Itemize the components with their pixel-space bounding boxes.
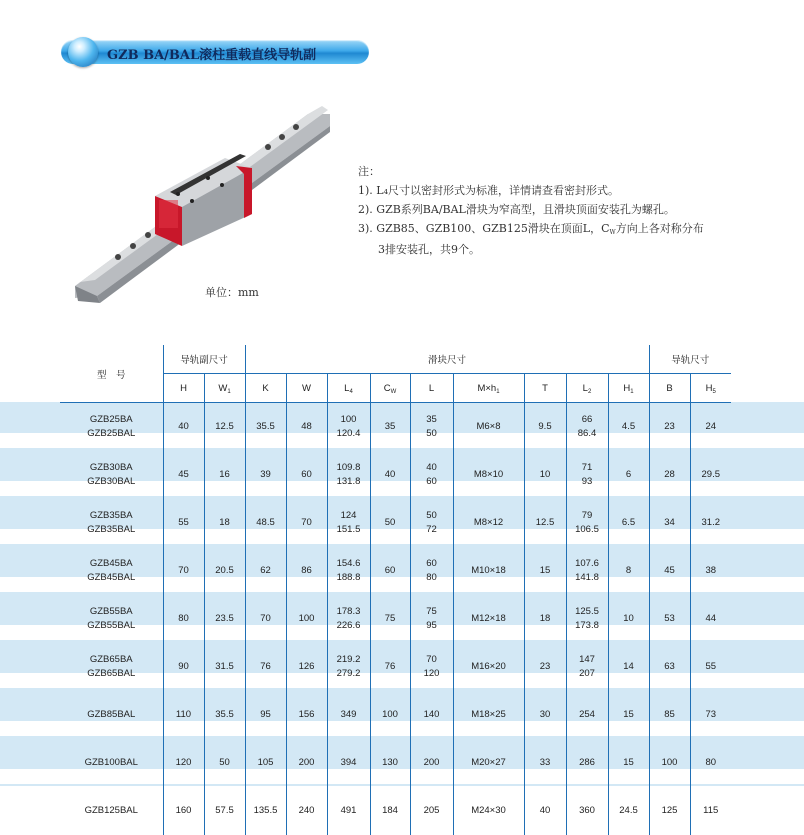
cell-l4-line: 394 (340, 757, 357, 768)
note-item-subscript: W (609, 229, 616, 236)
group-header-rail: 导轨尺寸 (649, 345, 731, 374)
cell-model-line: GZB100BAL (84, 757, 138, 768)
globe-bullet-icon (68, 37, 98, 67)
cell-l-line: 35 (426, 414, 437, 425)
cell-h: 90 (163, 643, 204, 691)
col-header-B: B (649, 374, 690, 403)
cell-model-line: GZB45BA (89, 558, 133, 569)
cell-l (410, 451, 453, 499)
cell-h1: 6 (608, 451, 649, 499)
cell-l2-line: 66 (581, 414, 593, 425)
cell-l2-line: 207 (579, 668, 595, 679)
cell-l2-line: 360 (579, 805, 595, 816)
cell-model-line: GZB35BA (89, 510, 133, 521)
col-header-W: W (286, 374, 327, 403)
cell-model (60, 739, 163, 787)
cell-mxh: M18×25 (453, 691, 524, 739)
table-row (60, 595, 731, 643)
cell-b: 23 (649, 403, 690, 452)
cell-k: 39 (245, 451, 286, 499)
cell-model-line: GZB35BAL (87, 524, 136, 535)
cell-l2-line: 147 (579, 654, 595, 665)
cell-t: 33 (524, 739, 566, 787)
col-header-K: K (245, 374, 286, 403)
cell-h5: 24 (690, 403, 731, 452)
cell-w: 126 (286, 643, 327, 691)
note-item-tail: 方向上各对称分布 (615, 222, 704, 235)
col-header-H1: $H_1$ (608, 374, 649, 403)
cell-model (60, 691, 163, 739)
cell-h1: 4.5 (608, 403, 649, 452)
cell-l4-line: 131.8 (336, 476, 361, 487)
cell-b: 63 (649, 643, 690, 691)
table-row (60, 691, 731, 739)
cell-mxh: M16×20 (453, 643, 524, 691)
cell-cw: 35 (370, 403, 410, 452)
cell-mxh: M8×12 (453, 499, 524, 547)
cell-l4 (327, 787, 370, 835)
cell-l4 (327, 643, 370, 691)
table-row (60, 643, 731, 691)
cell-w1: 50 (204, 739, 245, 787)
cell-cw: 50 (370, 499, 410, 547)
cell-t: 23 (524, 643, 566, 691)
cell-model-line: GZB55BAL (87, 620, 136, 631)
spec-table (60, 345, 731, 835)
note-item: 1). L₄尺寸以密封形式为标准，详情请查看密封形式。 (358, 184, 619, 197)
cell-mxh: M24×30 (453, 787, 524, 835)
cell-cw: 60 (370, 547, 410, 595)
cell-model (60, 499, 163, 547)
table-row (60, 739, 731, 787)
table-row (60, 403, 731, 452)
cell-l2-line: 173.8 (575, 620, 599, 631)
cell-l4-line: 124 (340, 510, 357, 521)
cell-h1: 8 (608, 547, 649, 595)
cell-w: 86 (286, 547, 327, 595)
col-header-T: T (524, 374, 566, 403)
cell-t: 9.5 (524, 403, 566, 452)
col-header-L: L (410, 374, 453, 403)
col-header-L4: $L_4$ (327, 374, 370, 403)
cell-model-line: GZB65BAL (87, 668, 136, 679)
cell-w1: 20.5 (204, 547, 245, 595)
cell-h: 55 (163, 499, 204, 547)
cell-cw: 76 (370, 643, 410, 691)
note-item: 2). GZB系列BA/BAL滑块为窄高型，且滑块顶面安装孔为螺孔。 (358, 203, 675, 216)
cell-l-line: 70 (426, 654, 437, 665)
cell-l2-line: 254 (579, 709, 595, 720)
cell-l2 (566, 787, 608, 835)
cell-k: 35.5 (245, 403, 286, 452)
cell-h: 160 (163, 787, 204, 835)
cell-model-line: GZB85BAL (87, 709, 136, 720)
cell-k: 105 (245, 739, 286, 787)
cell-t: 40 (524, 787, 566, 835)
cell-w1: 23.5 (204, 595, 245, 643)
cell-cw: 75 (370, 595, 410, 643)
cell-l4 (327, 403, 370, 452)
col-header-W1: $W_1$ (204, 374, 245, 403)
cell-l (410, 499, 453, 547)
cell-cw: 100 (370, 691, 410, 739)
cell-l2 (566, 595, 608, 643)
cell-l2-line: 86.4 (577, 428, 597, 439)
cell-t: 12.5 (524, 499, 566, 547)
cell-l-line: 120 (423, 668, 440, 679)
cell-h5: 55 (690, 643, 731, 691)
cell-w1: 12.5 (204, 403, 245, 452)
cell-l2 (566, 691, 608, 739)
cell-mxh: M20×27 (453, 739, 524, 787)
cell-h1: 10 (608, 595, 649, 643)
cell-cw: 184 (370, 787, 410, 835)
cell-l4-line: 178.3 (336, 606, 361, 617)
cell-w1: 16 (204, 451, 245, 499)
cell-k: 135.5 (245, 787, 286, 835)
cell-w: 240 (286, 787, 327, 835)
table-row (60, 499, 731, 547)
cell-l4-line: 120.4 (336, 428, 361, 439)
cell-cw: 130 (370, 739, 410, 787)
cell-l4 (327, 451, 370, 499)
cell-mxh: M12×18 (453, 595, 524, 643)
notes-block (358, 162, 704, 259)
cell-l-line: 75 (426, 606, 437, 617)
col-header-Cw: $C_W$ (370, 374, 410, 403)
cell-k: 76 (245, 643, 286, 691)
cell-model (60, 787, 163, 835)
cell-cw: 40 (370, 451, 410, 499)
cell-h5: 44 (690, 595, 731, 643)
cell-mxh: M8×10 (453, 451, 524, 499)
cell-l-line: 95 (426, 620, 437, 631)
cell-l-line: 50 (426, 510, 437, 521)
cell-l2 (566, 499, 608, 547)
cell-model-line: GZB25BAL (87, 428, 136, 439)
cell-l4-line: 151.5 (336, 524, 361, 535)
cell-model (60, 643, 163, 691)
cell-h5: 73 (690, 691, 731, 739)
cell-h1: 24.5 (608, 787, 649, 835)
cell-l2-line: 286 (579, 757, 595, 768)
cell-l2-line: 107.6 (575, 558, 599, 569)
cell-h5: 80 (690, 739, 731, 787)
cell-l-line: 80 (426, 572, 437, 583)
note-item-text: 3). GZB85、GZB100、GZB125滑块在顶面L，C (358, 222, 610, 235)
cell-w: 60 (286, 451, 327, 499)
cell-b: 85 (649, 691, 690, 739)
cell-model-line: GZB45BAL (87, 572, 136, 583)
table-row (60, 547, 731, 595)
cell-model-line: GZB30BAL (87, 476, 136, 487)
cell-l-line: 205 (423, 805, 440, 816)
cell-l2-line: 141.8 (575, 572, 599, 583)
cell-l2-line: 125.5 (575, 606, 599, 617)
cell-l4-line: 188.8 (336, 572, 361, 583)
cell-k: 48.5 (245, 499, 286, 547)
section-title: GZB BA/BAL滚柱重载直线导轨副 (107, 48, 317, 63)
cell-mxh: M6×8 (453, 403, 524, 452)
cell-h1: 15 (608, 739, 649, 787)
cell-h5: 29.5 (690, 451, 731, 499)
cell-l (410, 691, 453, 739)
cell-l2 (566, 451, 608, 499)
unit-label: 单位：mm (205, 286, 259, 299)
cell-w: 70 (286, 499, 327, 547)
cell-h5: 38 (690, 547, 731, 595)
cell-model (60, 547, 163, 595)
cell-l4 (327, 739, 370, 787)
cell-model-line: GZB125BAL (84, 805, 138, 816)
cell-h1: 6.5 (608, 499, 649, 547)
cell-model-line: GZB30BA (89, 462, 133, 473)
cell-model-line: GZB25BA (89, 414, 133, 425)
col-header-H: H (163, 374, 204, 403)
cell-k: 62 (245, 547, 286, 595)
cell-l (410, 787, 453, 835)
cell-h: 110 (163, 691, 204, 739)
cell-l2-line: 106.5 (575, 524, 599, 535)
cell-h: 70 (163, 547, 204, 595)
cell-w: 200 (286, 739, 327, 787)
cell-w1: 57.5 (204, 787, 245, 835)
note-item: 3排安装孔，共9个。 (378, 243, 480, 256)
cell-w1: 18 (204, 499, 245, 547)
cell-model (60, 595, 163, 643)
cell-l (410, 595, 453, 643)
cell-l4-line: 226.6 (336, 620, 361, 631)
cell-l-line: 72 (426, 524, 437, 535)
table-row (60, 451, 731, 499)
cell-l-line: 60 (426, 476, 437, 487)
cell-t: 30 (524, 691, 566, 739)
cell-l-line: 40 (426, 462, 437, 473)
cell-l4 (327, 547, 370, 595)
cell-b: 45 (649, 547, 690, 595)
cell-l2 (566, 403, 608, 452)
col-header-Mxh: $M\times h_1$ (453, 374, 524, 403)
note-item (358, 219, 704, 240)
cell-mxh: M10×18 (453, 547, 524, 595)
notes-heading: 注： (358, 165, 380, 178)
cell-k: 70 (245, 595, 286, 643)
cell-b: 34 (649, 499, 690, 547)
cell-model (60, 403, 163, 452)
cell-w: 48 (286, 403, 327, 452)
cell-b: 28 (649, 451, 690, 499)
cell-h5: 115 (690, 787, 731, 835)
cell-t: 18 (524, 595, 566, 643)
cell-w: 100 (286, 595, 327, 643)
cell-l-line: 50 (426, 428, 437, 439)
cell-b: 100 (649, 739, 690, 787)
table-row (60, 787, 731, 835)
cell-b: 125 (649, 787, 690, 835)
cell-h: 45 (163, 451, 204, 499)
cell-l4 (327, 691, 370, 739)
group-header-rail-pair: 导轨副尺寸 (163, 345, 245, 374)
cell-h: 40 (163, 403, 204, 452)
cell-l4-line: 154.6 (336, 558, 361, 569)
cell-model (60, 451, 163, 499)
cell-h1: 14 (608, 643, 649, 691)
cell-l-line: 60 (426, 558, 437, 569)
cell-l-line: 200 (423, 757, 440, 768)
cell-l2-line: 93 (581, 476, 593, 487)
cell-l2 (566, 643, 608, 691)
cell-l (410, 547, 453, 595)
cell-l4-line: 491 (340, 805, 357, 816)
group-header-block: 滑块尺寸 (245, 345, 649, 374)
cell-t: 10 (524, 451, 566, 499)
cell-l (410, 643, 453, 691)
cell-k: 95 (245, 691, 286, 739)
cell-l4-line: 279.2 (336, 668, 361, 679)
cell-h: 80 (163, 595, 204, 643)
cell-l4-line: 349 (340, 709, 357, 720)
cell-l2-line: 79 (581, 510, 593, 521)
cell-l4-line: 100 (340, 414, 357, 425)
cell-l4-line: 219.2 (336, 654, 361, 665)
cell-l-line: 140 (423, 709, 440, 720)
cell-l2 (566, 547, 608, 595)
model-header: 型 号 (60, 345, 163, 403)
cell-h5: 31.2 (690, 499, 731, 547)
cell-t: 15 (524, 547, 566, 595)
col-header-H5: $H_5$ (690, 374, 731, 403)
cell-l4-line: 109.8 (336, 462, 361, 473)
cell-l4 (327, 595, 370, 643)
cell-w1: 35.5 (204, 691, 245, 739)
cell-model-line: GZB55BA (89, 606, 133, 617)
cell-l (410, 739, 453, 787)
cell-h1: 15 (608, 691, 649, 739)
cell-l (410, 403, 453, 452)
cell-b: 53 (649, 595, 690, 643)
cell-l2-line: 71 (581, 462, 593, 473)
col-header-L2: $L_2$ (566, 374, 608, 403)
cell-w1: 31.5 (204, 643, 245, 691)
cell-model-line: GZB65BA (89, 654, 133, 665)
cell-l4 (327, 499, 370, 547)
cell-l2 (566, 739, 608, 787)
cell-w: 156 (286, 691, 327, 739)
cell-h: 120 (163, 739, 204, 787)
